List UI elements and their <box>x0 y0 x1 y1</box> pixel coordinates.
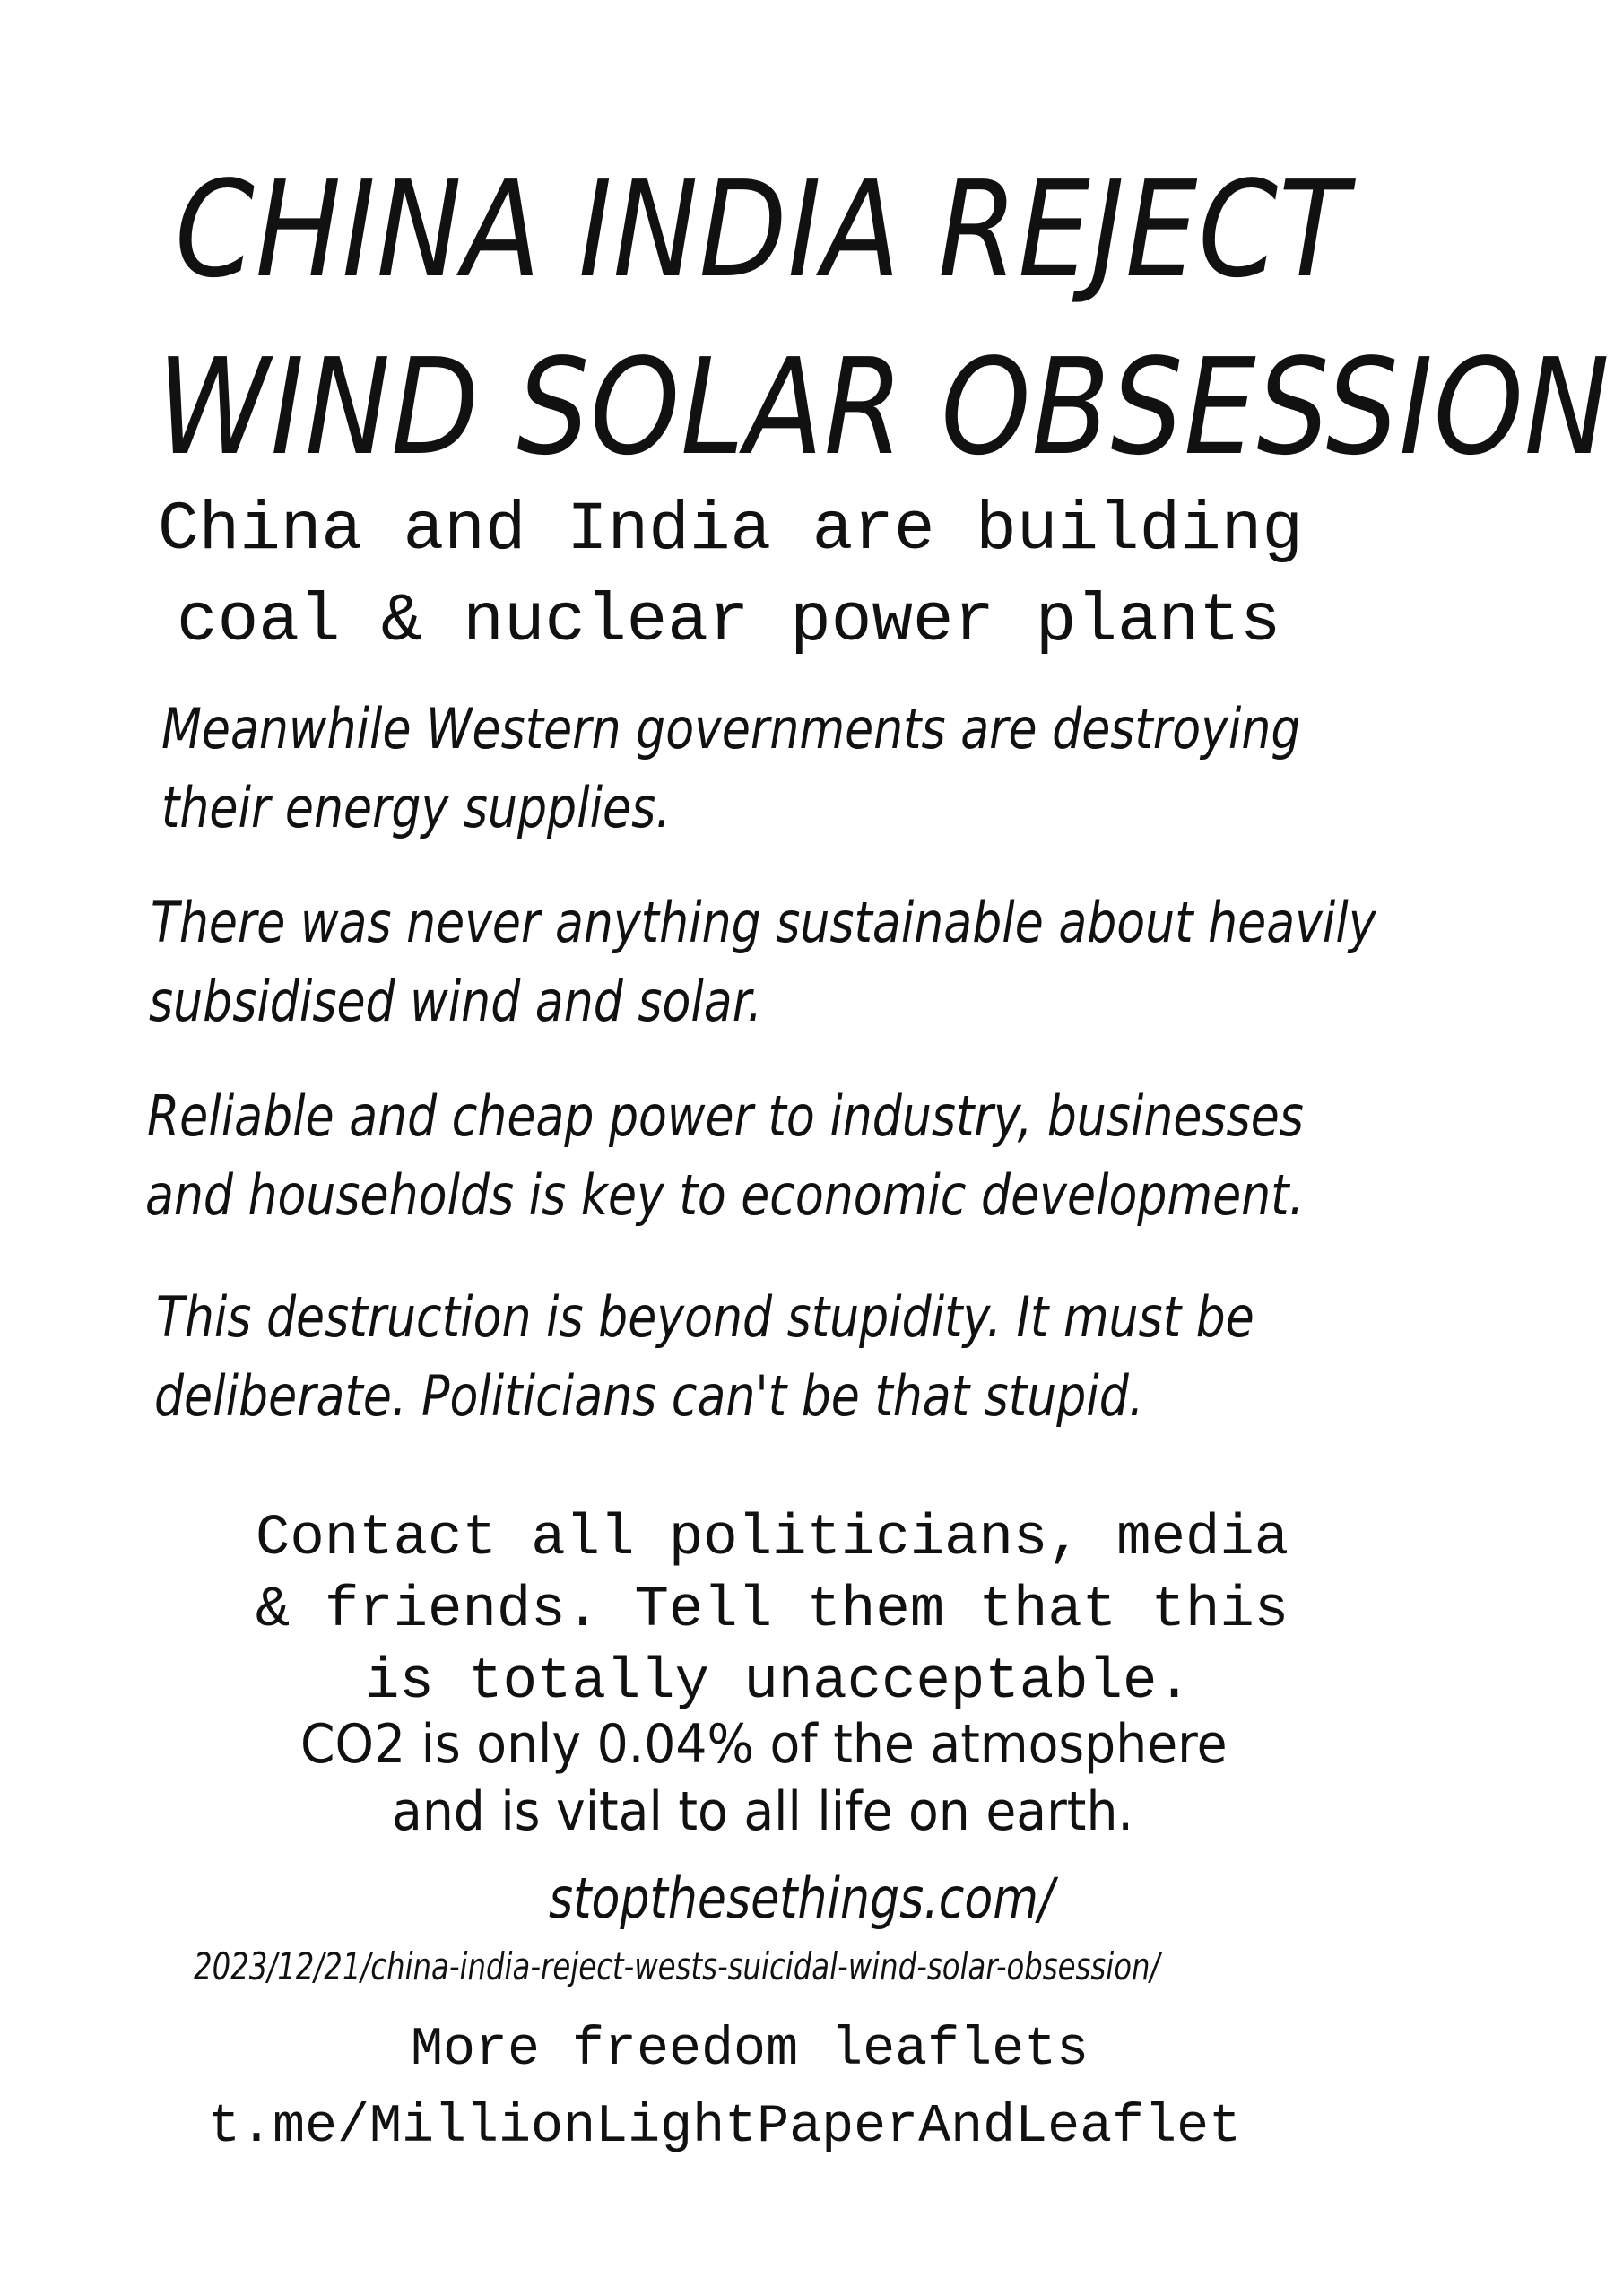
paragraph-2-line-2: subsidised wind and solar. <box>149 969 762 1034</box>
paragraph-1-line-1: Meanwhile Western governments are destroying <box>161 696 1301 761</box>
call-to-action-line-3: is totally unacceptable. <box>365 1650 1192 1715</box>
paragraph-4-line-2: deliberate. Politicians can't be that stupid. <box>154 1363 1144 1429</box>
paragraph-3-line-1: Reliable and cheap power to industry, businesses <box>147 1083 1304 1149</box>
source-url-domain: stopthesethings.com/ <box>549 1866 1055 1931</box>
paragraph-1-line-2: their energy supplies. <box>161 775 671 840</box>
co2-note-line-2: and is vital to all life on earth. <box>392 1780 1133 1843</box>
call-to-action-line-1: Contact all politicians, media <box>256 1507 1289 1571</box>
paragraph-3-line-2: and households is key to economic development. <box>145 1162 1305 1228</box>
headline-line-1: CHINA INDIA REJECT <box>175 152 1350 307</box>
footer-line-1: More freedom leaflets <box>411 2020 1089 2081</box>
subhead-line-1: China and India are building <box>158 491 1304 569</box>
headline-line-2: WIND SOLAR OBSESSION <box>157 330 1610 484</box>
subhead-line-2: coal & nuclear power plants <box>177 583 1281 660</box>
footer-telegram-link: t.me/MillionLightPaperAndLeaflet <box>208 2097 1242 2158</box>
paragraph-4-line-1: This destruction is beyond stupidity. It must be <box>156 1284 1254 1350</box>
source-url-path: 2023/12/21/china-india-reject-wests-suicidal-wind-solar-obsession/ <box>194 1944 1160 1988</box>
call-to-action-line-2: & friends. Tell them that this <box>256 1578 1289 1643</box>
co2-note-line-1: CO2 is only 0.04% of the atmosphere <box>300 1713 1228 1776</box>
paragraph-2-line-1: There was never anything sustainable about heavily <box>151 890 1376 955</box>
